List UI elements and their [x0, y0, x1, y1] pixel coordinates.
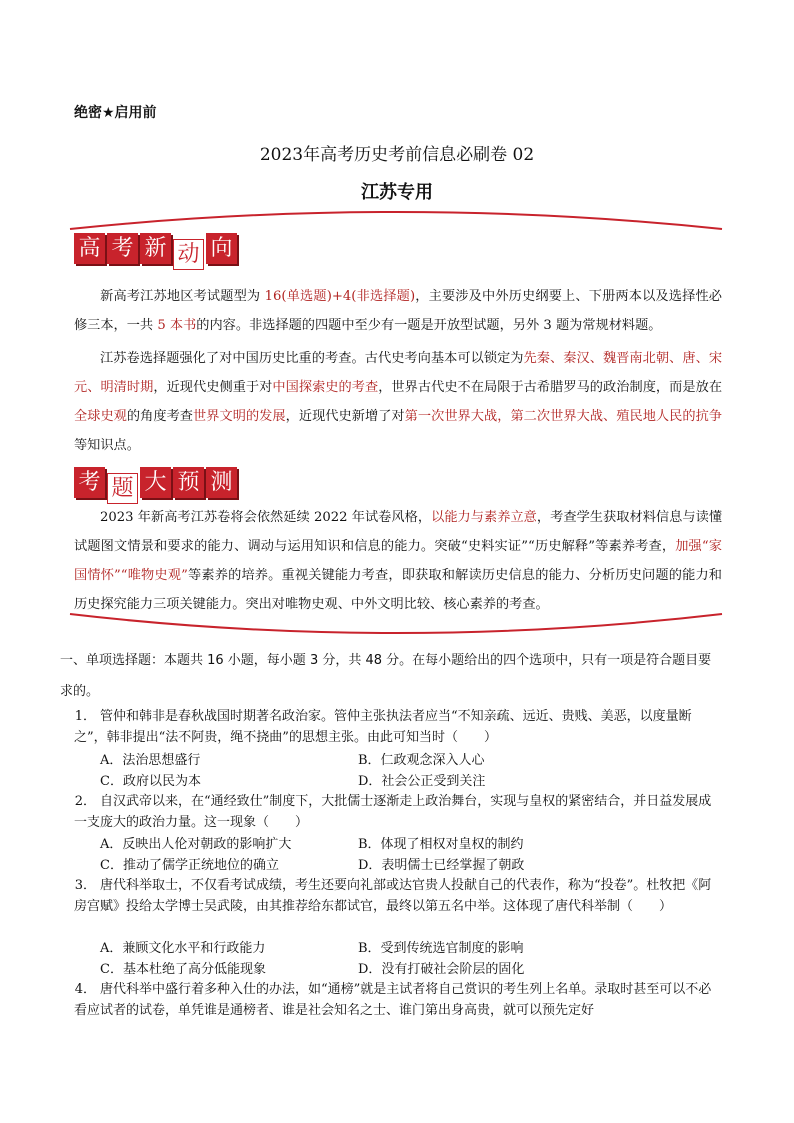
highlight-text: 第一次世界大战，第二次世界大战、殖民地人民的抗争	[404, 409, 723, 424]
option-b[interactable]: B．受到传统选官制度的影响	[358, 941, 524, 956]
text-run: 等知识点。	[74, 438, 140, 453]
option-c[interactable]: C．推动了儒学正统地位的确立	[100, 858, 279, 873]
question-stem: 自汉武帝以来，在“通经致仕”制度下，大批儒士逐渐走上政治舞台，实现与皇权的紧密结合，并日益发展成一支庞大的政治力量。这一现象（ ）	[74, 794, 712, 830]
text-run: 新高考江苏地区考试题型为	[100, 289, 265, 304]
badge-exam-forecast	[74, 467, 239, 504]
confidential-label: 绝密★启用前	[74, 105, 157, 121]
highlight-text: 5 本书	[157, 318, 197, 333]
question-1	[74, 706, 722, 748]
highlight-text: 以能力与素养立意	[431, 510, 537, 525]
text-run: ，考查学生获取材料信息与读懂试题图文情景和要求的能力、调动与运用知识和信息的能力。突破“史料实证”“历史解释”等素养考查，	[74, 510, 723, 554]
top-arc-divider	[68, 205, 724, 231]
option-d[interactable]: D．表明儒士已经掌握了朝政	[358, 858, 525, 873]
option-d[interactable]: D．没有打破社会阶层的固化	[358, 962, 525, 977]
text-run: 等素养的培养。重视关键能力考查，即获取和解读历史信息的能力、分析历史问题的能力和历史探究能力三项关键能力。突出对唯物史观、中外文明比较、核心素养的考查。	[74, 568, 722, 612]
text-run: ，近现代史新增了对	[285, 409, 405, 424]
badge-char: 大	[140, 467, 171, 498]
badge-char: 考	[74, 467, 105, 498]
question-number: 1．	[74, 709, 96, 724]
highlight-text: 16(单选题)+4(非选择题)	[264, 289, 416, 304]
highlight-text: 中国探索史的考查	[272, 380, 379, 395]
badge-char: 动	[173, 239, 204, 270]
highlight-text: 先秦、秦汉、魏晋南北朝、唐、宋元、明清时期	[74, 351, 723, 395]
badge-char: 测	[206, 467, 237, 498]
option-a[interactable]: A．法治思想盛行	[100, 753, 201, 768]
option-b[interactable]: B．体现了相权对皇权的制约	[358, 837, 524, 852]
option-a[interactable]: A．反映出人伦对朝政的影响扩大	[100, 837, 292, 852]
badge-char: 题	[107, 473, 138, 504]
text-run: 的角度考查	[126, 409, 194, 424]
highlight-text: 世界文明的发展	[193, 409, 286, 424]
highlight-text: 全球史观	[74, 409, 127, 424]
text-run: ，近现代史侧重于对	[153, 380, 273, 395]
question-stem: 管仲和韩非是春秋战国时期著名政治家。管仲主张执法者应当“不知亲疏、远近、贵贱、美恶，以度量断之”，韩非提出“法不阿贵，绳不挠曲”的思想主张。由此可知当时（ ）	[74, 709, 692, 745]
badge-exam-trends	[74, 233, 239, 270]
question-4	[74, 979, 722, 1021]
intro-paragraph-2	[74, 344, 722, 460]
page-title: 2023年高考历史考前信息必刷卷 02	[259, 145, 535, 165]
question-stem: 唐代科举取士，不仅看考试成绩，考生还要向礼部或达官贵人投献自己的代表作，称为“投卷”。杜牧把《阿房宫赋》投给太学博士吴武陵，由其推荐给东都试官，最终以第五名中举。这体现了唐代科举制（ ）	[74, 878, 712, 914]
page-subtitle: 江苏专用	[361, 182, 433, 203]
text-run: 2023 年新高考江苏卷将会依然延续 2022 年试卷风格，	[100, 510, 432, 525]
question-number: 4．	[74, 982, 96, 997]
option-c[interactable]: C．基本杜绝了高分低能现象	[100, 962, 266, 977]
option-b[interactable]: B．仁政观念深入人心	[358, 753, 485, 768]
bottom-arc-divider	[68, 612, 724, 638]
option-c[interactable]: C．政府以民为本	[100, 774, 201, 789]
option-d[interactable]: D．社会公正受到关注	[358, 774, 486, 789]
badge-char: 新	[140, 233, 171, 264]
question-number: 2．	[74, 794, 96, 809]
question-2	[74, 791, 722, 833]
forecast-paragraph	[74, 503, 722, 619]
text-run: 的内容。非选择题的四题中至少有一题是开放型试题，另外 3 题为常规材料题。	[196, 318, 662, 333]
question-number: 3．	[74, 878, 96, 893]
badge-char: 高	[74, 233, 105, 264]
section-heading: 一、单项选择题：本题共 16 小题，每小题 3 分，共 48 分。在每小题给出的四个选项中，只有一项是符合题目要求的。	[60, 653, 712, 699]
option-a[interactable]: A．兼顾文化水平和行政能力	[100, 941, 266, 956]
highlight-text: 加强“家国情怀”“唯物史观”	[74, 539, 722, 583]
intro-paragraph-1	[74, 282, 722, 340]
question-stem: 唐代科举中盛行着多种入仕的办法，如“通榜”就是主试者将自己赏识的考生列上名单。录取时甚至可以不必看应试者的试卷，单凭谁是通榜者、谁是社会知名之士、谁门第出身高贵，就可以预先定好	[74, 982, 712, 1018]
badge-char: 预	[173, 467, 204, 498]
text-run: ，主要涉及中外历史纲要上、下册两本以及选择性必修三本，一共	[74, 289, 722, 333]
question-3	[74, 875, 722, 917]
text-run: 江苏卷选择题强化了对中国历史比重的考查。古代史考向基本可以锁定为	[100, 351, 524, 366]
badge-char: 考	[107, 233, 138, 264]
text-run: ，世界古代史不在局限于古希腊罗马的政治制度，而是放在	[378, 380, 723, 395]
badge-char: 向	[206, 233, 237, 264]
